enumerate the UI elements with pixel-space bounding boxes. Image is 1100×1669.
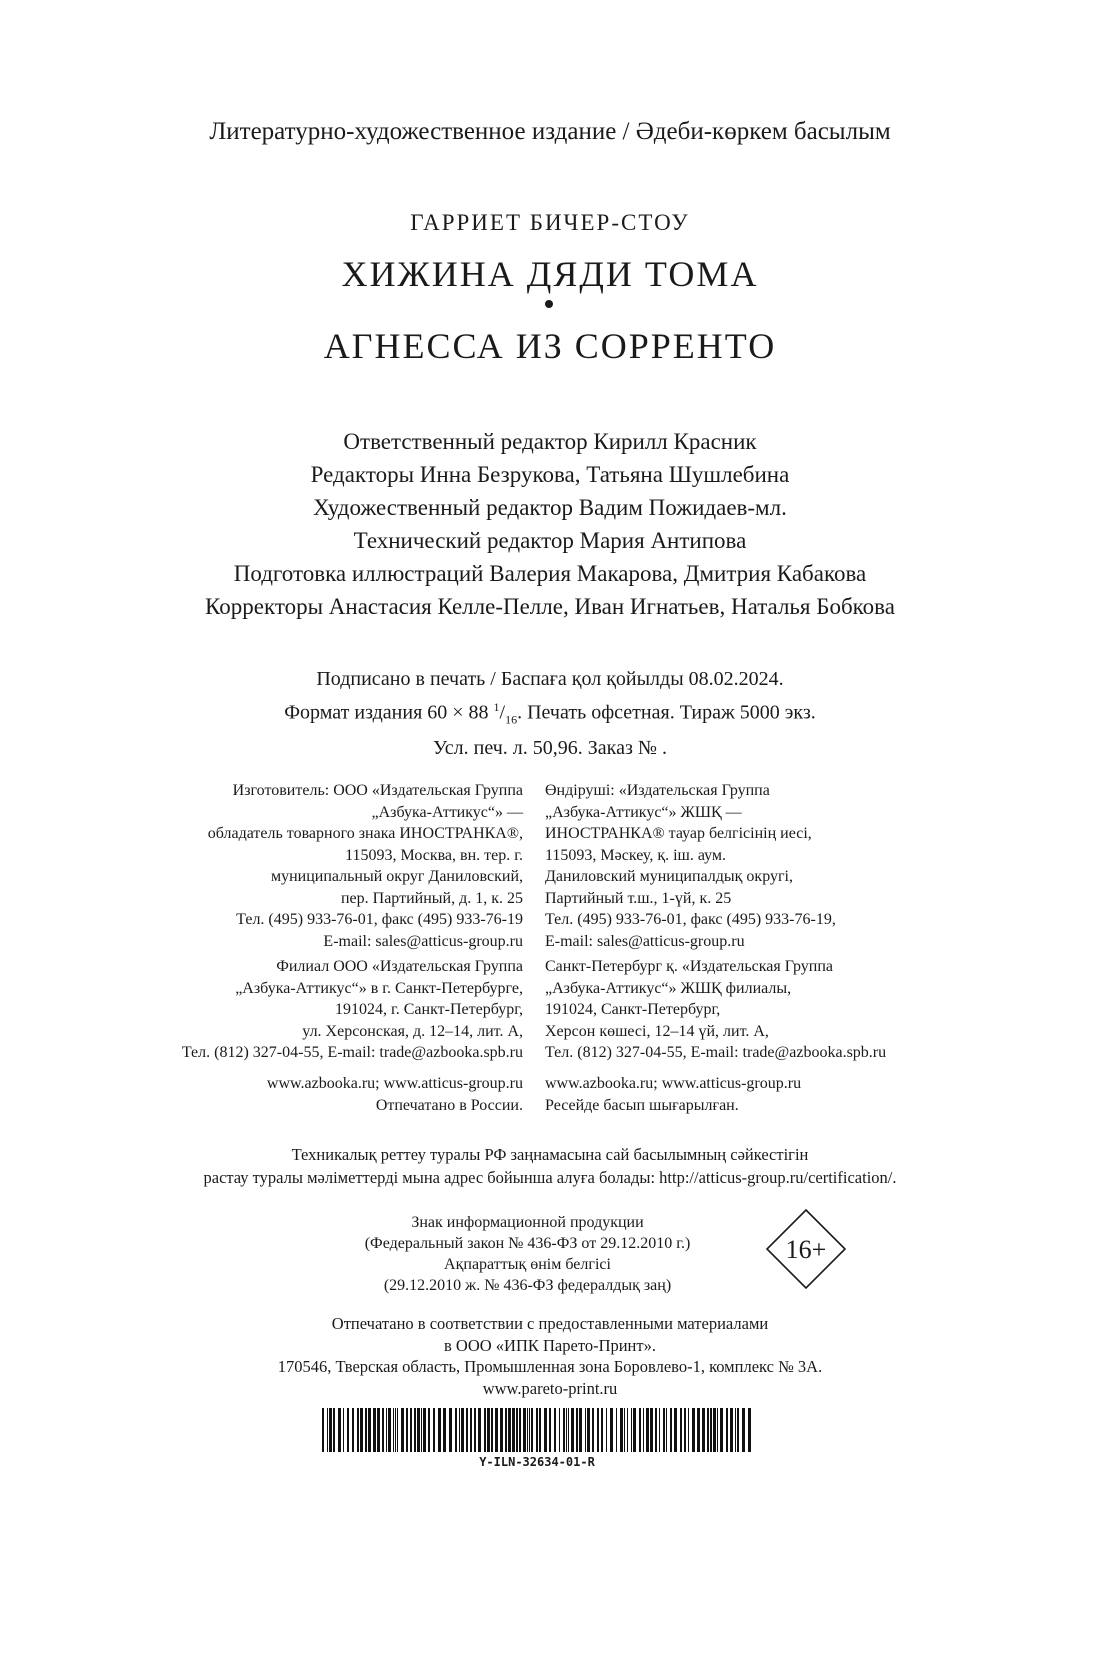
barcode-bar	[610, 1408, 613, 1452]
barcode-bar	[606, 1408, 607, 1452]
barcode-bar	[735, 1408, 736, 1452]
barcode-bar	[697, 1408, 700, 1452]
barcode-bar	[643, 1408, 644, 1452]
barcode-bar	[539, 1408, 541, 1452]
barcode-bar	[579, 1408, 582, 1452]
credit-line: Редакторы Инна Безрукова, Татьяна Шушлебина	[310, 462, 790, 487]
format-line	[0, 693, 1100, 734]
barcode-bar	[487, 1408, 490, 1452]
barcode-bar	[601, 1408, 603, 1452]
barcode-bar	[554, 1408, 556, 1452]
barcode-bar	[401, 1408, 404, 1452]
barcode-bar	[322, 1408, 324, 1452]
barcode-bar	[360, 1408, 363, 1452]
printed-in-line: Ресейде басып шығарылған.	[545, 1096, 739, 1114]
barcode-bar	[406, 1408, 408, 1452]
barcode-bar	[512, 1408, 515, 1452]
barcode-bar	[347, 1408, 349, 1452]
barcode-bar	[592, 1408, 594, 1452]
barcode-bar	[655, 1408, 657, 1452]
text-line: (29.12.2010 ж. № 436-ФЗ федералдық заң)	[383, 1277, 672, 1294]
text-line: растау туралы мәліметтерді мына адрес бойынша алуға болады: http://atticus-group.ru/certification/.	[203, 1168, 897, 1187]
barcode-bar	[474, 1408, 476, 1452]
credit-line: Ответственный редактор Кирилл Красник	[343, 429, 757, 454]
barcode-bar	[523, 1408, 526, 1452]
barcode-bar	[566, 1408, 567, 1452]
barcode-bar	[639, 1408, 641, 1452]
barcode-bar	[717, 1408, 718, 1452]
barcode-bar	[329, 1408, 332, 1452]
barcode-bar	[527, 1408, 528, 1452]
barcode-bar	[508, 1408, 511, 1452]
text-line: Тел. (495) 933-76-01, факс (495) 933-76-19	[236, 911, 523, 928]
barcode-bar	[624, 1408, 625, 1452]
barcode-bar	[428, 1408, 430, 1452]
age-rating-diamond-icon	[765, 1208, 847, 1290]
barcode-bar	[737, 1408, 739, 1452]
info-product-sign	[325, 1212, 730, 1296]
credit-line: Подготовка иллюстраций Валерия Макарова, Дмитрия Кабакова	[233, 561, 867, 586]
format-sup: 1	[493, 700, 500, 714]
barcode-bar	[549, 1408, 551, 1452]
barcode-bar	[373, 1408, 376, 1452]
barcode-bar	[659, 1408, 660, 1452]
barcode-bar	[500, 1408, 503, 1452]
text-line: 115093, Мәскеу, қ. іш. аум.	[545, 846, 727, 864]
barcode-bar	[620, 1408, 623, 1452]
website-line: www.azbooka.ru; www.atticus-group.ru	[266, 1075, 523, 1092]
text-line: Филиал ООО «Издательская Группа	[276, 958, 523, 975]
barcode-icon	[322, 1408, 752, 1452]
signed-date: Подписано в печать / Баспаға қол қойылды 08.02.2024.	[316, 668, 784, 690]
printed-in-line: Отпечатано в России.	[375, 1096, 523, 1114]
credit-line: Корректоры Анастасия Келле-Пелле, Иван Игнатьев, Наталья Бобкова	[205, 594, 895, 619]
barcode-bar	[531, 1408, 533, 1452]
text-line: в ООО «ИПК Парето-Принт».	[444, 1335, 656, 1355]
barcode-bar	[333, 1408, 335, 1452]
format-sub: 16	[505, 712, 518, 727]
text-line: 191024, Санкт-Петербург,	[545, 1001, 721, 1018]
text-line: „Азбука-Аттикус“» в г. Санкт-Петербурге,	[235, 979, 523, 997]
text-line: муниципальный округ Даниловский,	[270, 868, 523, 885]
barcode-code: Y-ILN-32634-01-R	[479, 1455, 595, 1469]
author-name: ГАРРИЕТ БИЧЕР-СТОУ	[410, 210, 690, 235]
credit-line: Художественный редактор Вадим Пожидаев-мл.	[313, 495, 787, 520]
website-line: www.azbooka.ru; www.atticus-group.ru	[545, 1075, 802, 1092]
text-line: Санкт-Петербург қ. «Издательская Группа	[545, 958, 833, 975]
barcode-bar	[730, 1408, 733, 1452]
barcode-bar	[357, 1408, 359, 1452]
text-line: Отпечатано в соответствии с предоставленными материалами	[331, 1314, 769, 1333]
barcode-bar	[576, 1408, 578, 1452]
barcode-bar	[666, 1408, 667, 1452]
barcode-bar	[707, 1408, 709, 1452]
barcode-bar	[692, 1408, 695, 1452]
text-line: Ақпараттық өнім белгісі	[444, 1256, 611, 1273]
barcode-bar	[505, 1408, 507, 1452]
barcode-bar	[559, 1408, 560, 1452]
barcode-bar	[597, 1408, 599, 1452]
title-separator-dot	[545, 300, 553, 308]
barcode-bar	[459, 1408, 460, 1452]
barcode-bar	[433, 1408, 435, 1452]
barcode-bar	[663, 1408, 665, 1452]
text-line: (Федеральный закон № 436-ФЗ от 29.12.2010 г.)	[364, 1235, 691, 1252]
barcode-bar	[568, 1408, 569, 1452]
barcode-bar	[674, 1408, 677, 1452]
barcode-bar	[484, 1408, 486, 1452]
barcode-bar	[338, 1408, 341, 1452]
barcode-bar	[421, 1408, 422, 1452]
text-line: Техникалық реттеу туралы РФ заңнамасына сай басылымның сәйкестігін	[291, 1145, 809, 1164]
barcode-bar	[587, 1408, 590, 1452]
text-line: Тел. (812) 327-04-55, E-mail: trade@azbooka.spb.ru	[545, 1044, 887, 1061]
barcode-bar	[495, 1408, 498, 1452]
text-line: E-mail: sales@atticus-group.ru	[323, 932, 523, 950]
barcode-bar	[633, 1408, 636, 1452]
barcode-bar	[519, 1408, 521, 1452]
barcode-bar	[470, 1408, 472, 1452]
barcode-bar	[327, 1408, 328, 1452]
barcode-bar	[382, 1408, 384, 1452]
barcode-bar	[397, 1408, 398, 1452]
credits-block	[0, 425, 1100, 623]
manufacturer-kz	[545, 780, 836, 952]
text-line: Тел. (812) 327-04-55, E-mail: trade@azbooka.spb.ru	[181, 1044, 523, 1061]
barcode-bar	[529, 1408, 530, 1452]
text-line: Өндіруші: «Издательская Группа	[545, 782, 770, 799]
barcode-bar	[414, 1408, 416, 1452]
age-rating-label: 16+	[785, 1235, 827, 1264]
barcode-bar	[720, 1408, 723, 1452]
barcode-bar	[616, 1408, 617, 1452]
text-line: Херсон көшесі, 12–14 үй, лит. А,	[545, 1022, 769, 1040]
barcode-bar	[410, 1408, 412, 1452]
certification-note	[0, 1143, 1100, 1189]
printer-website: www.pareto-print.ru	[482, 1378, 618, 1398]
barcode-bar	[395, 1408, 396, 1452]
barcode-bar	[563, 1408, 565, 1452]
barcode-bar	[585, 1408, 586, 1452]
barcode-bar	[393, 1408, 394, 1452]
barcode-bar	[461, 1408, 464, 1452]
manufacturer-ru	[208, 780, 523, 952]
barcode-bar	[627, 1408, 628, 1452]
format-suffix: . Печать офсетная. Тираж 5000 экз.	[517, 701, 816, 724]
printing-info	[0, 665, 1100, 762]
barcode-bar	[571, 1408, 574, 1452]
text-line: „Азбука-Аттикус“» —	[371, 803, 523, 821]
barcode-bar	[466, 1408, 468, 1452]
text-line: Тел. (495) 933-76-01, факс (495) 933-76-19,	[545, 911, 836, 928]
credit-line: Технический редактор Мария Антипова	[353, 528, 747, 553]
book-title-1: ХИЖИНА ДЯДИ ТОМА	[341, 254, 759, 294]
barcode-bar	[377, 1408, 380, 1452]
branch-kz	[545, 956, 886, 1064]
text-line: ИНОСТРАНКА® тауар белгісінің иесі,	[545, 825, 812, 842]
text-line: 191024, г. Санкт-Петербург,	[334, 1001, 523, 1018]
barcode-bar	[478, 1408, 481, 1452]
barcode-bar	[713, 1408, 716, 1452]
barcode-bar	[491, 1408, 493, 1452]
barcode-bar	[650, 1408, 653, 1452]
barcode-bar	[710, 1408, 712, 1452]
barcode-bar	[742, 1408, 745, 1452]
text-line: „Азбука-Аттикус“» ЖШҚ филиалы,	[545, 979, 792, 997]
barcode-bar	[631, 1408, 632, 1452]
volume-line: Усл. печ. л. 50,96. Заказ № .	[433, 736, 667, 759]
barcode-bar	[670, 1408, 672, 1452]
barcode-bar	[688, 1408, 689, 1452]
text-line: 170546, Тверская область, Промышленная зона Боровлево-1, комплекс № 3А.	[277, 1357, 823, 1376]
text-line: пер. Партийный, д. 1, к. 25	[340, 889, 523, 907]
web-ru	[267, 1073, 523, 1116]
barcode-bar	[388, 1408, 391, 1452]
barcode-bar	[423, 1408, 426, 1452]
barcode-bar	[702, 1408, 705, 1452]
barcode-bar	[417, 1408, 420, 1452]
barcode-bar	[684, 1408, 686, 1452]
web-kz	[545, 1073, 801, 1116]
text-line: Знак информационной продукции	[411, 1214, 644, 1231]
text-line: Изготовитель: ООО «Издательская Группа	[232, 782, 523, 799]
text-line: Партийный т.ш., 1-үй, к. 25	[545, 889, 732, 907]
barcode-bar	[680, 1408, 682, 1452]
barcode-bar	[438, 1408, 441, 1452]
barcode-bar	[365, 1408, 367, 1452]
text-line: „Азбука-Аттикус“» ЖШҚ —	[545, 803, 742, 821]
barcode-bar	[443, 1408, 446, 1452]
barcode-bar	[536, 1408, 538, 1452]
edition-type: Литературно-художественное издание / Әдеби-көркем басылым	[209, 118, 891, 145]
branch-ru	[182, 956, 523, 1064]
barcode-bar	[343, 1408, 344, 1452]
barcode-bar	[368, 1408, 371, 1452]
text-line: ул. Херсонская, д. 12–14, лит. А,	[302, 1022, 523, 1040]
barcode-bar	[455, 1408, 457, 1452]
barcode-bar	[544, 1408, 547, 1452]
text-line: E-mail: sales@atticus-group.ru	[545, 932, 745, 950]
format-prefix: Формат издания 60 × 88	[284, 701, 489, 724]
barcode-bar	[449, 1408, 452, 1452]
barcode-bar	[386, 1408, 387, 1452]
text-line: Даниловский муниципалдық округі,	[545, 868, 793, 885]
barcode-bar	[516, 1408, 518, 1452]
barcode-bar	[748, 1408, 751, 1452]
barcode-bar	[646, 1408, 649, 1452]
printer-info	[0, 1313, 1100, 1399]
text-line: 115093, Москва, вн. тер. г.	[345, 846, 523, 864]
book-title-2: АГНЕССА ИЗ СОРРЕНТО	[323, 326, 777, 366]
text-line: обладатель товарного знака ИНОСТРАНКА®,	[207, 825, 523, 842]
barcode-bar	[352, 1408, 354, 1452]
barcode-bar	[726, 1408, 728, 1452]
format-slash: /	[499, 701, 506, 724]
